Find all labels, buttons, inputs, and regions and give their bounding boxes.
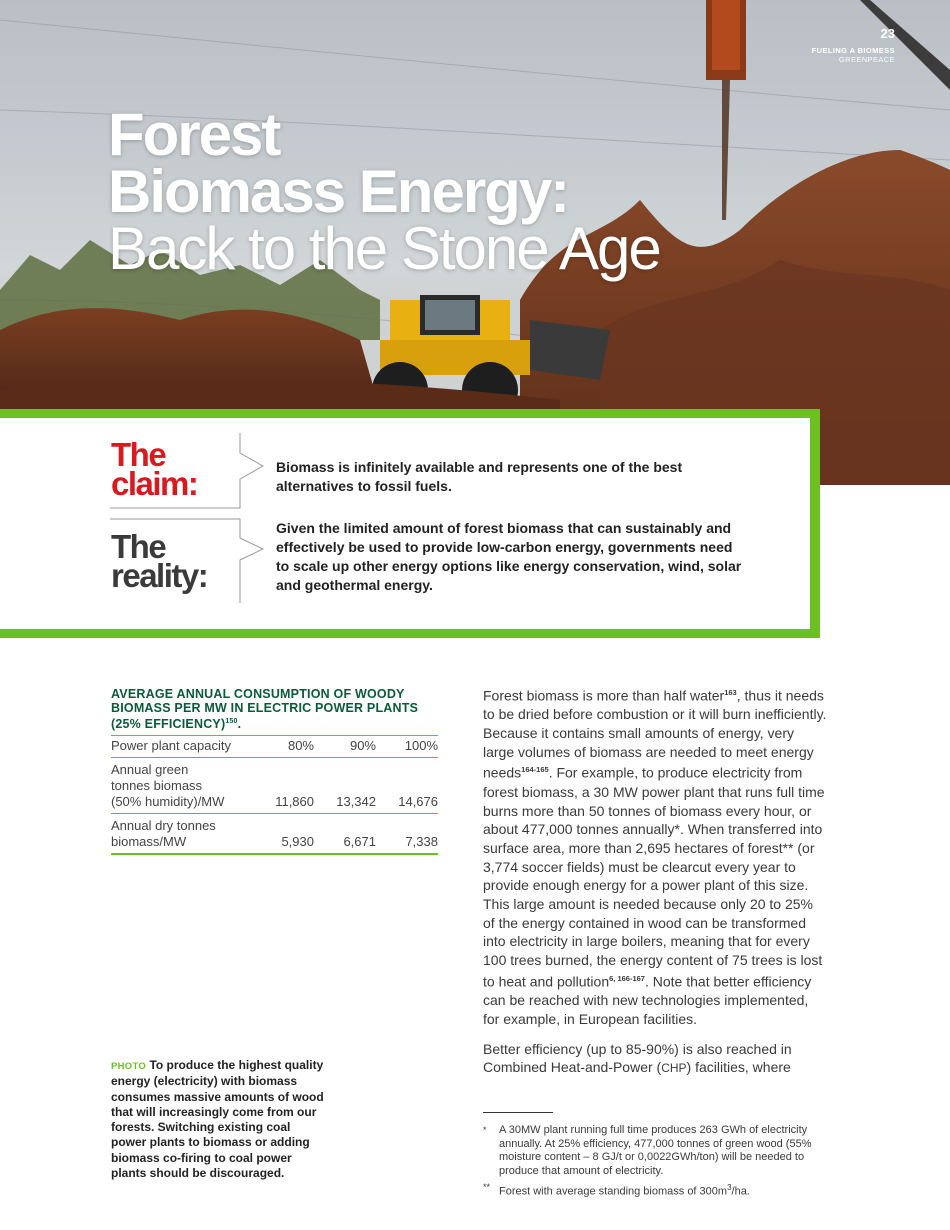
table-title: AVERAGE ANNUAL CONSUMPTION OF WOODY BIOMASS PER MW IN ELECTRIC POWER PLANTS (25% EFFICIENCY)$^{150}$. (111, 687, 419, 732)
table-cell: 7,338 (376, 814, 438, 855)
footnote (483, 1181, 833, 1199)
reality-label-line1: The (111, 528, 166, 565)
publisher-name: GREENPEACE (838, 55, 895, 64)
page-title (108, 101, 660, 282)
table-row-label: Annual dry tonnes biomass/MW (111, 814, 252, 855)
claim-label-line2: claim: (111, 465, 198, 502)
table-title-ref: 150 (225, 718, 238, 725)
table-header-cell: 100% (376, 736, 438, 758)
page-header (812, 26, 895, 64)
citation-ref: 164-165 (521, 765, 549, 775)
table-title-text: AVERAGE ANNUAL CONSUMPTION OF WOODY BIOMASS PER MW IN ELECTRIC POWER PLANTS (25% EFFICIENCY) (111, 687, 419, 732)
table-row (111, 814, 438, 855)
footnote-marker: * (483, 1125, 487, 1135)
page-number: 23 (880, 26, 895, 41)
table-row (111, 758, 438, 814)
table-header-cell: 80% (252, 736, 314, 758)
table-cell: 13,342 (314, 758, 376, 814)
table-header-cell: Power plant capacity (111, 736, 252, 758)
title-line-3: Back to the Stone Age (108, 215, 660, 282)
series-title: FUELING A BIOMESS (811, 46, 895, 55)
reality-label (111, 528, 208, 594)
biomass-consumption-table (111, 735, 438, 855)
table-cell: 5,930 (252, 814, 314, 855)
footnote-marker: ** (483, 1182, 491, 1192)
table-row-label: Annual green tonnes biomass (50% humidity)/MW (111, 758, 252, 814)
title-line-2: Biomass Energy: (108, 158, 569, 225)
citation-ref: 6, 166-167 (609, 973, 645, 983)
caption-label: PHOTO (111, 1061, 147, 1072)
reality-text: Given the limited amount of forest biomass that can sustainably and effectively be used to provide low-carbon energy, governments need to scale up other energy options like energy conservation, wind, solar and geothermal energy. (276, 520, 742, 593)
footnote-divider (483, 1112, 553, 1113)
claim-label (111, 436, 198, 502)
table-cell: 14,676 (376, 758, 438, 814)
claim-label-line1: The (111, 436, 166, 473)
table-header-cell: 90% (314, 736, 376, 758)
footnote (483, 1124, 833, 1178)
photo-caption (111, 1058, 326, 1181)
body-paragraph: Better efficiency (up to 85-90%) is also reached in Combined Heat-and-Power (CHP) facilities, where (483, 1040, 792, 1076)
reality-label-line2: reality: (111, 557, 208, 594)
body-text (483, 684, 828, 1089)
title-line-1: Forest (108, 101, 280, 168)
claim-text: Biomass is infinitely available and represents one of the best alternatives to fossil fuels. (276, 459, 683, 494)
body-paragraph: Forest biomass is more than half water$^{163}$, thus it needs to be dried before combustion or it will burn inefficiently. Because it contains small amounts of energy, very large volumes of biomass are needed to meet energy needs$^{164-165}$. For example, to produce electricity from forest biomass, a 30 MW power plant that runs full time burns more than 50 tonnes of biomass every hour, or about 477,000 tonnes annually*. When transferred into surface area, more than 2,695 hectares of forest** (or 3,774 soccer fields) must be clearcut every year to provide enough energy for a power plant of this size. This large amount is needed because only 20 to 25% of the energy contained in wood can be transformed into electricity in large boilers, meaning that for every 100 trees burned, the energy content of 75 trees is lost to heat and pollution$^{6, 166-167}$. Note that better efficiency can be reached with new technologies implemented, for example, in European facilities. (483, 687, 827, 1027)
table-header-row (111, 736, 438, 758)
table-cell: 11,860 (252, 758, 314, 814)
citation-ref: 163 (724, 688, 737, 697)
footnote-text: Forest with average standing biomass of $300m^3/ha$. (499, 1183, 750, 1198)
caption-text: To produce the highest quality energy (electricity) with biomass consumes massive amounts of wood that will increasingly come from our forests. Switching existing coal power plants to biomass or adding biomass co-firing to coal power plants should be discouraged. (111, 1058, 324, 1181)
table-cell: 6,671 (314, 814, 376, 855)
footnote-text: A 30MW plant running full time produces 263 GWh of electricity annually. At 25% efficiency, 477,000 tonnes of green wood (55% moisture content – 8 GJ/t or 0,0022GWh/ton) will be needed to produce that amount of electricity. (499, 1124, 812, 1177)
